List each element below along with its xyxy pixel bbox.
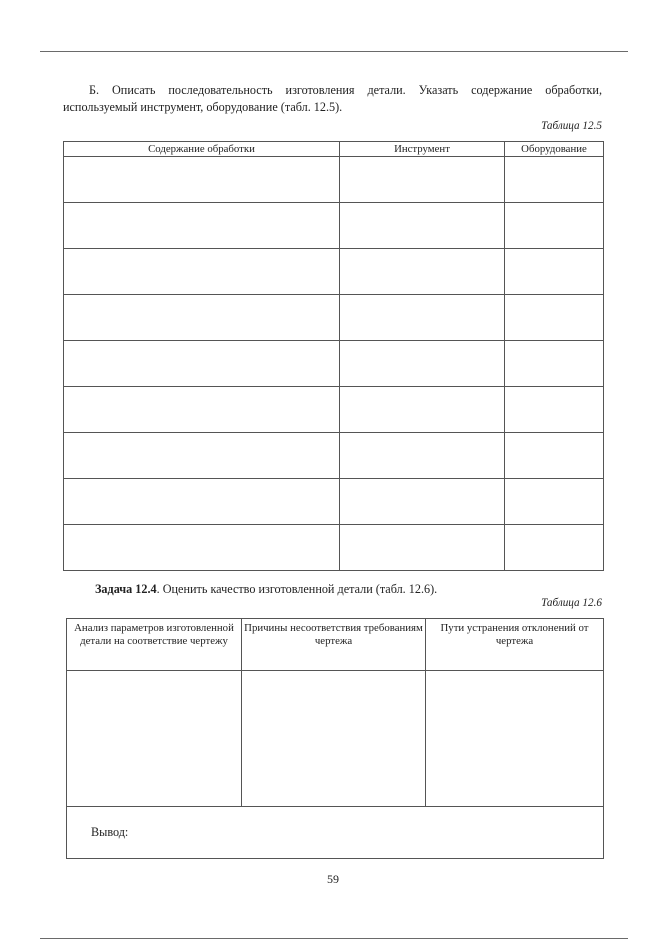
cell[interactable]	[340, 295, 505, 341]
cell[interactable]	[340, 157, 505, 203]
bottom-rule	[40, 938, 628, 939]
cell[interactable]	[505, 387, 604, 433]
table-header-row	[67, 619, 604, 671]
cell[interactable]	[505, 203, 604, 249]
cell[interactable]	[505, 341, 604, 387]
conclusion-row	[67, 807, 604, 859]
table-row	[64, 341, 604, 387]
task-12-4-text: . Оценить качество изготовленной детали (табл. 12.6).	[156, 582, 438, 596]
cell[interactable]	[505, 525, 604, 571]
table-row	[64, 203, 604, 249]
table-12-6-caption: Таблица 12.6	[541, 597, 602, 609]
conclusion-label: Вывод:	[91, 825, 129, 839]
conclusion-cell[interactable]	[67, 807, 604, 859]
cell[interactable]	[505, 433, 604, 479]
table-12-6	[66, 618, 604, 859]
cell[interactable]	[340, 249, 505, 295]
header-equipment: Оборудование	[505, 142, 604, 157]
cell[interactable]	[505, 295, 604, 341]
cell[interactable]	[64, 203, 340, 249]
table-row	[67, 671, 604, 807]
table-12-5-caption: Таблица 12.5	[541, 120, 602, 132]
cell[interactable]	[64, 295, 340, 341]
task-12-4	[63, 581, 602, 597]
header-correction-ways: Пути устранения отклонений от чертежа	[426, 619, 604, 671]
table-row	[64, 157, 604, 203]
cell[interactable]	[505, 157, 604, 203]
task-b-text: Б. Описать последовательность изготовления детали. Указать содержание обработки, используемый инструмент, оборудование (табл. 12.5).	[63, 83, 602, 114]
cell[interactable]	[64, 157, 340, 203]
table-row	[64, 295, 604, 341]
header-mismatch-causes: Причины несоответствия требованиям чертежа	[242, 619, 426, 671]
top-rule	[40, 51, 628, 52]
header-tool: Инструмент	[340, 142, 505, 157]
cell[interactable]	[426, 671, 604, 807]
table-row	[64, 525, 604, 571]
cell[interactable]	[340, 479, 505, 525]
cell[interactable]	[340, 341, 505, 387]
table-row	[64, 249, 604, 295]
page-number: 59	[327, 872, 339, 886]
table-header-row	[64, 142, 604, 157]
cell[interactable]	[64, 387, 340, 433]
cell[interactable]	[340, 203, 505, 249]
header-parameter-analysis: Анализ параметров изготовленной детали на соответствие чертежу	[67, 619, 242, 671]
cell[interactable]	[64, 249, 340, 295]
cell[interactable]	[505, 479, 604, 525]
cell[interactable]	[242, 671, 426, 807]
cell[interactable]	[340, 525, 505, 571]
table-row	[64, 433, 604, 479]
cell[interactable]	[64, 341, 340, 387]
cell[interactable]	[64, 525, 340, 571]
cell[interactable]	[340, 433, 505, 479]
cell[interactable]	[64, 479, 340, 525]
header-processing-content: Содержание обработки	[64, 142, 340, 157]
table-row	[64, 479, 604, 525]
cell[interactable]	[340, 387, 505, 433]
cell[interactable]	[67, 671, 242, 807]
table-12-5	[63, 141, 604, 571]
table-row	[64, 387, 604, 433]
cell[interactable]	[505, 249, 604, 295]
cell[interactable]	[64, 433, 340, 479]
task-12-4-label: Задача 12.4	[95, 582, 157, 596]
